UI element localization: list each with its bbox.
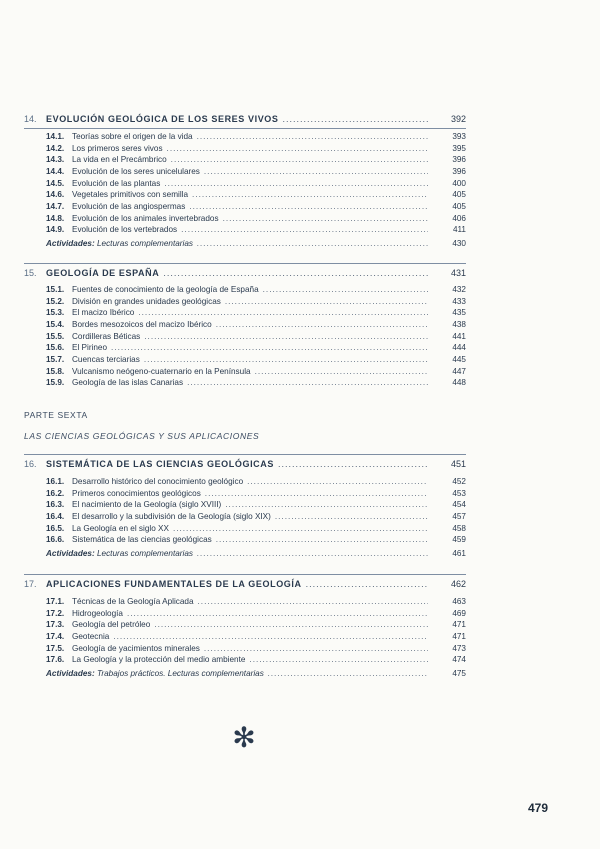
entry-number: 15.1. — [46, 284, 65, 294]
entry-title: Cordilleras Béticas — [72, 331, 141, 341]
chapter-divider — [24, 128, 466, 129]
entry-title: Técnicas de la Geología Aplicada — [72, 596, 194, 606]
entry-number: 14.4. — [46, 167, 65, 177]
dot-leader — [216, 319, 428, 331]
activities-page: 430 — [452, 239, 466, 249]
toc-entry — [46, 619, 466, 631]
chapter-17-heading — [24, 577, 466, 591]
toc-entry — [46, 366, 466, 378]
entry-page: 448 — [452, 378, 466, 388]
dot-leader — [187, 377, 428, 389]
entry-title: El nacimiento de la Geología (siglo XVIII) — [72, 500, 222, 510]
chapter-number: 17. — [24, 579, 37, 589]
dot-leader — [164, 178, 428, 190]
entry-title: Evolución de las plantas — [72, 178, 161, 188]
dot-leader — [154, 619, 428, 631]
entry-number: 17.1. — [46, 596, 65, 606]
entry-title: Evolución de los vertebrados — [72, 225, 178, 235]
entry-title: La Geología en el siglo XX — [72, 523, 169, 533]
dot-leader — [197, 131, 428, 143]
entry-number: 17.3. — [46, 620, 65, 630]
chapter-divider — [24, 574, 466, 575]
dot-leader — [127, 608, 428, 620]
entry-number: 16.1. — [46, 476, 65, 486]
entry-title: Vegetales primitivos con semilla — [72, 190, 189, 200]
dot-leader — [197, 238, 428, 250]
toc-entry — [46, 284, 466, 296]
chapter-title: GEOLOGÍA DE ESPAÑA — [46, 268, 160, 278]
chapter-divider — [24, 263, 466, 264]
toc-entry — [46, 178, 466, 190]
toc-entry — [46, 499, 466, 511]
entry-page: 435 — [452, 308, 466, 318]
dot-leader — [189, 201, 428, 213]
entry-page: 395 — [452, 143, 466, 153]
toc-entry — [46, 631, 466, 643]
dot-leader — [278, 457, 428, 471]
entry-page: 453 — [452, 488, 466, 498]
entry-title: Teorías sobre el origen de la vida — [72, 131, 193, 141]
toc-entry — [46, 488, 466, 500]
chapter-17-entries — [46, 596, 466, 680]
entry-number: 15.3. — [46, 308, 65, 318]
dot-leader — [113, 631, 428, 643]
entry-title: El Pirineo — [72, 343, 108, 353]
entry-number: 16.6. — [46, 535, 65, 545]
dot-leader — [204, 643, 428, 655]
entry-title: Los primeros seres vivos — [72, 143, 163, 153]
entry-number: 17.2. — [46, 608, 65, 618]
entry-number: 16.4. — [46, 512, 65, 522]
entry-title: Fuentes de conocimiento de la geología de España — [72, 284, 259, 294]
entry-page: 473 — [452, 643, 466, 653]
dot-leader — [205, 488, 428, 500]
entry-number: 17.4. — [46, 632, 65, 642]
toc-entry — [46, 319, 466, 331]
dot-leader — [283, 112, 429, 126]
page-number: 479 — [528, 801, 549, 815]
entry-number: 15.9. — [46, 378, 65, 388]
toc-entry — [46, 534, 466, 546]
dot-leader — [263, 284, 428, 296]
activities-text: Lecturas complementarias — [96, 549, 193, 559]
dot-leader — [255, 366, 428, 378]
entry-page: 471 — [452, 632, 466, 642]
entry-number: 15.7. — [46, 355, 65, 365]
dot-leader — [223, 213, 428, 225]
activities-text: Lecturas complementarias — [96, 239, 193, 249]
entry-number: 14.7. — [46, 202, 65, 212]
dot-leader — [225, 296, 428, 308]
toc-entry — [46, 154, 466, 166]
dot-leader — [275, 511, 428, 523]
entry-title: Geotecnia — [72, 632, 110, 642]
activities-page: 461 — [452, 549, 466, 559]
toc-entry — [46, 189, 466, 201]
asterisk-ornament-icon: ✻ — [232, 721, 256, 754]
toc-entry — [46, 307, 466, 319]
entry-title: El macizo Ibérico — [72, 308, 135, 318]
chapter-15-heading — [24, 266, 466, 280]
part-label: PARTE SEXTA — [24, 410, 88, 420]
entry-page: 474 — [452, 655, 466, 665]
chapter-page: 451 — [450, 459, 466, 469]
dot-leader — [138, 307, 428, 319]
chapter-number: 16. — [24, 459, 37, 469]
chapter-page: 392 — [450, 114, 466, 124]
entry-title: Desarrollo histórico del conocimiento geológico — [72, 476, 244, 486]
entry-number: 15.8. — [46, 366, 65, 376]
toc-entry — [46, 143, 466, 155]
dot-leader — [111, 342, 428, 354]
entry-number: 14.6. — [46, 190, 65, 200]
chapter-14-entries — [46, 131, 466, 250]
activities-label: Actividades: — [46, 669, 95, 679]
entry-page: 396 — [452, 167, 466, 177]
dot-leader — [163, 266, 428, 280]
entry-number: 15.2. — [46, 296, 65, 306]
entry-page: 400 — [452, 178, 466, 188]
toc-entry — [46, 608, 466, 620]
toc-entry — [46, 296, 466, 308]
chapter-number: 14. — [24, 114, 37, 124]
entry-number: 14.8. — [46, 213, 65, 223]
entry-title: Geología de las islas Canarias — [72, 378, 184, 388]
activities-text: Trabajos prácticos. Lecturas complementarias — [96, 669, 264, 679]
activities-label: Actividades: — [46, 549, 95, 559]
dot-leader — [247, 476, 428, 488]
entry-page: 441 — [452, 331, 466, 341]
dot-leader — [216, 534, 428, 546]
entry-number: 14.1. — [46, 131, 65, 141]
entry-page: 406 — [452, 213, 466, 223]
toc-entry — [46, 643, 466, 655]
activities-label: Actividades: — [46, 239, 95, 249]
toc-entry — [46, 342, 466, 354]
toc-entry — [46, 511, 466, 523]
toc-entry — [46, 131, 466, 143]
toc-entry — [46, 523, 466, 535]
entry-title: Bordes mesozoicos del macizo Ibérico — [72, 320, 212, 330]
dot-leader — [192, 189, 428, 201]
toc-entry — [46, 213, 466, 225]
entry-page: 447 — [452, 366, 466, 376]
entry-page: 459 — [452, 535, 466, 545]
dot-leader — [171, 154, 428, 166]
chapter-16-entries — [46, 476, 466, 560]
dot-leader — [144, 354, 428, 366]
activities-entry — [46, 238, 466, 250]
toc-entry — [46, 378, 466, 390]
dot-leader — [173, 523, 428, 535]
entry-title: Primeros conocimientos geológicos — [72, 488, 201, 498]
chapter-title: SISTEMÁTICA DE LAS CIENCIAS GEOLÓGICAS — [46, 459, 274, 469]
toc-entry — [46, 166, 466, 178]
toc-entry — [46, 354, 466, 366]
toc-entry — [46, 596, 466, 608]
entry-title: Hidrogeología — [72, 608, 123, 618]
entry-number: 16.3. — [46, 500, 65, 510]
chapter-title: APLICACIONES FUNDAMENTALES DE LA GEOLOGÍA — [46, 579, 302, 589]
activities-entry — [46, 668, 466, 680]
dot-leader — [197, 548, 428, 560]
entry-page: 445 — [452, 355, 466, 365]
entry-number: 14.2. — [46, 143, 65, 153]
entry-number: 15.6. — [46, 343, 65, 353]
entry-page: 444 — [452, 343, 466, 353]
dot-leader — [198, 596, 428, 608]
entry-number: 16.2. — [46, 488, 65, 498]
dot-leader — [225, 499, 428, 511]
entry-title: Evolución de las angiospermas — [72, 202, 186, 212]
chapter-14-heading — [24, 112, 466, 126]
entry-number: 16.5. — [46, 523, 65, 533]
entry-page: 469 — [452, 608, 466, 618]
entry-page: 393 — [452, 131, 466, 141]
chapter-divider — [24, 454, 466, 455]
toc-entry — [46, 654, 466, 666]
entry-page: 432 — [452, 284, 466, 294]
dot-leader — [268, 668, 428, 680]
entry-number: 15.5. — [46, 331, 65, 341]
chapter-number: 15. — [24, 268, 37, 278]
entry-title: El desarrollo y la subdivisión de la Geología (siglo XIX) — [72, 512, 271, 522]
chapter-16-heading — [24, 457, 466, 471]
entry-page: 458 — [452, 523, 466, 533]
entry-title: Sistemática de las ciencias geológicas — [72, 535, 212, 545]
entry-page: 396 — [452, 155, 466, 165]
entry-title: La vida en el Precámbrico — [72, 155, 167, 165]
dot-leader — [181, 224, 428, 236]
entry-title: Cuencas terciarias — [72, 355, 140, 365]
entry-page: 411 — [452, 225, 466, 235]
entry-title: Vulcanismo neógeno-cuaternario en la Península — [72, 366, 251, 376]
entry-page: 405 — [452, 202, 466, 212]
chapter-15-entries — [46, 284, 466, 389]
part-title: LAS CIENCIAS GEOLÓGICAS Y SUS APLICACIONES — [24, 431, 260, 441]
entry-title: División en grandes unidades geológicas — [72, 296, 221, 306]
dot-leader — [249, 654, 428, 666]
entry-page: 405 — [452, 190, 466, 200]
entry-number: 14.5. — [46, 178, 65, 188]
activities-entry — [46, 548, 466, 560]
entry-number: 17.6. — [46, 655, 65, 665]
entry-title: Geología de yacimientos minerales — [72, 643, 200, 653]
chapter-page: 462 — [450, 579, 466, 589]
entry-title: Evolución de los animales invertebrados — [72, 213, 219, 223]
dot-leader — [306, 577, 428, 591]
toc-entry — [46, 225, 466, 237]
toc-entry — [46, 201, 466, 213]
chapter-title: EVOLUCIÓN GEOLÓGICA DE LOS SERES VIVOS — [46, 114, 279, 124]
entry-page: 471 — [452, 620, 466, 630]
entry-title: La Geología y la protección del medio ambiente — [72, 655, 246, 665]
chapter-page: 431 — [450, 268, 466, 278]
toc-entry — [46, 331, 466, 343]
entry-number: 14.3. — [46, 155, 65, 165]
entry-title: Evolución de los seres unicelulares — [72, 167, 200, 177]
entry-page: 463 — [452, 596, 466, 606]
entry-number: 14.9. — [46, 225, 65, 235]
entry-page: 433 — [452, 296, 466, 306]
entry-page: 457 — [452, 512, 466, 522]
toc-entry — [46, 476, 466, 488]
dot-leader — [204, 166, 428, 178]
entry-page: 438 — [452, 320, 466, 330]
entry-title: Geología del petróleo — [72, 620, 151, 630]
activities-page: 475 — [452, 669, 466, 679]
entry-number: 15.4. — [46, 320, 65, 330]
entry-number: 17.5. — [46, 643, 65, 653]
entry-page: 452 — [452, 476, 466, 486]
dot-leader — [144, 331, 428, 343]
dot-leader — [167, 143, 428, 155]
entry-page: 454 — [452, 500, 466, 510]
